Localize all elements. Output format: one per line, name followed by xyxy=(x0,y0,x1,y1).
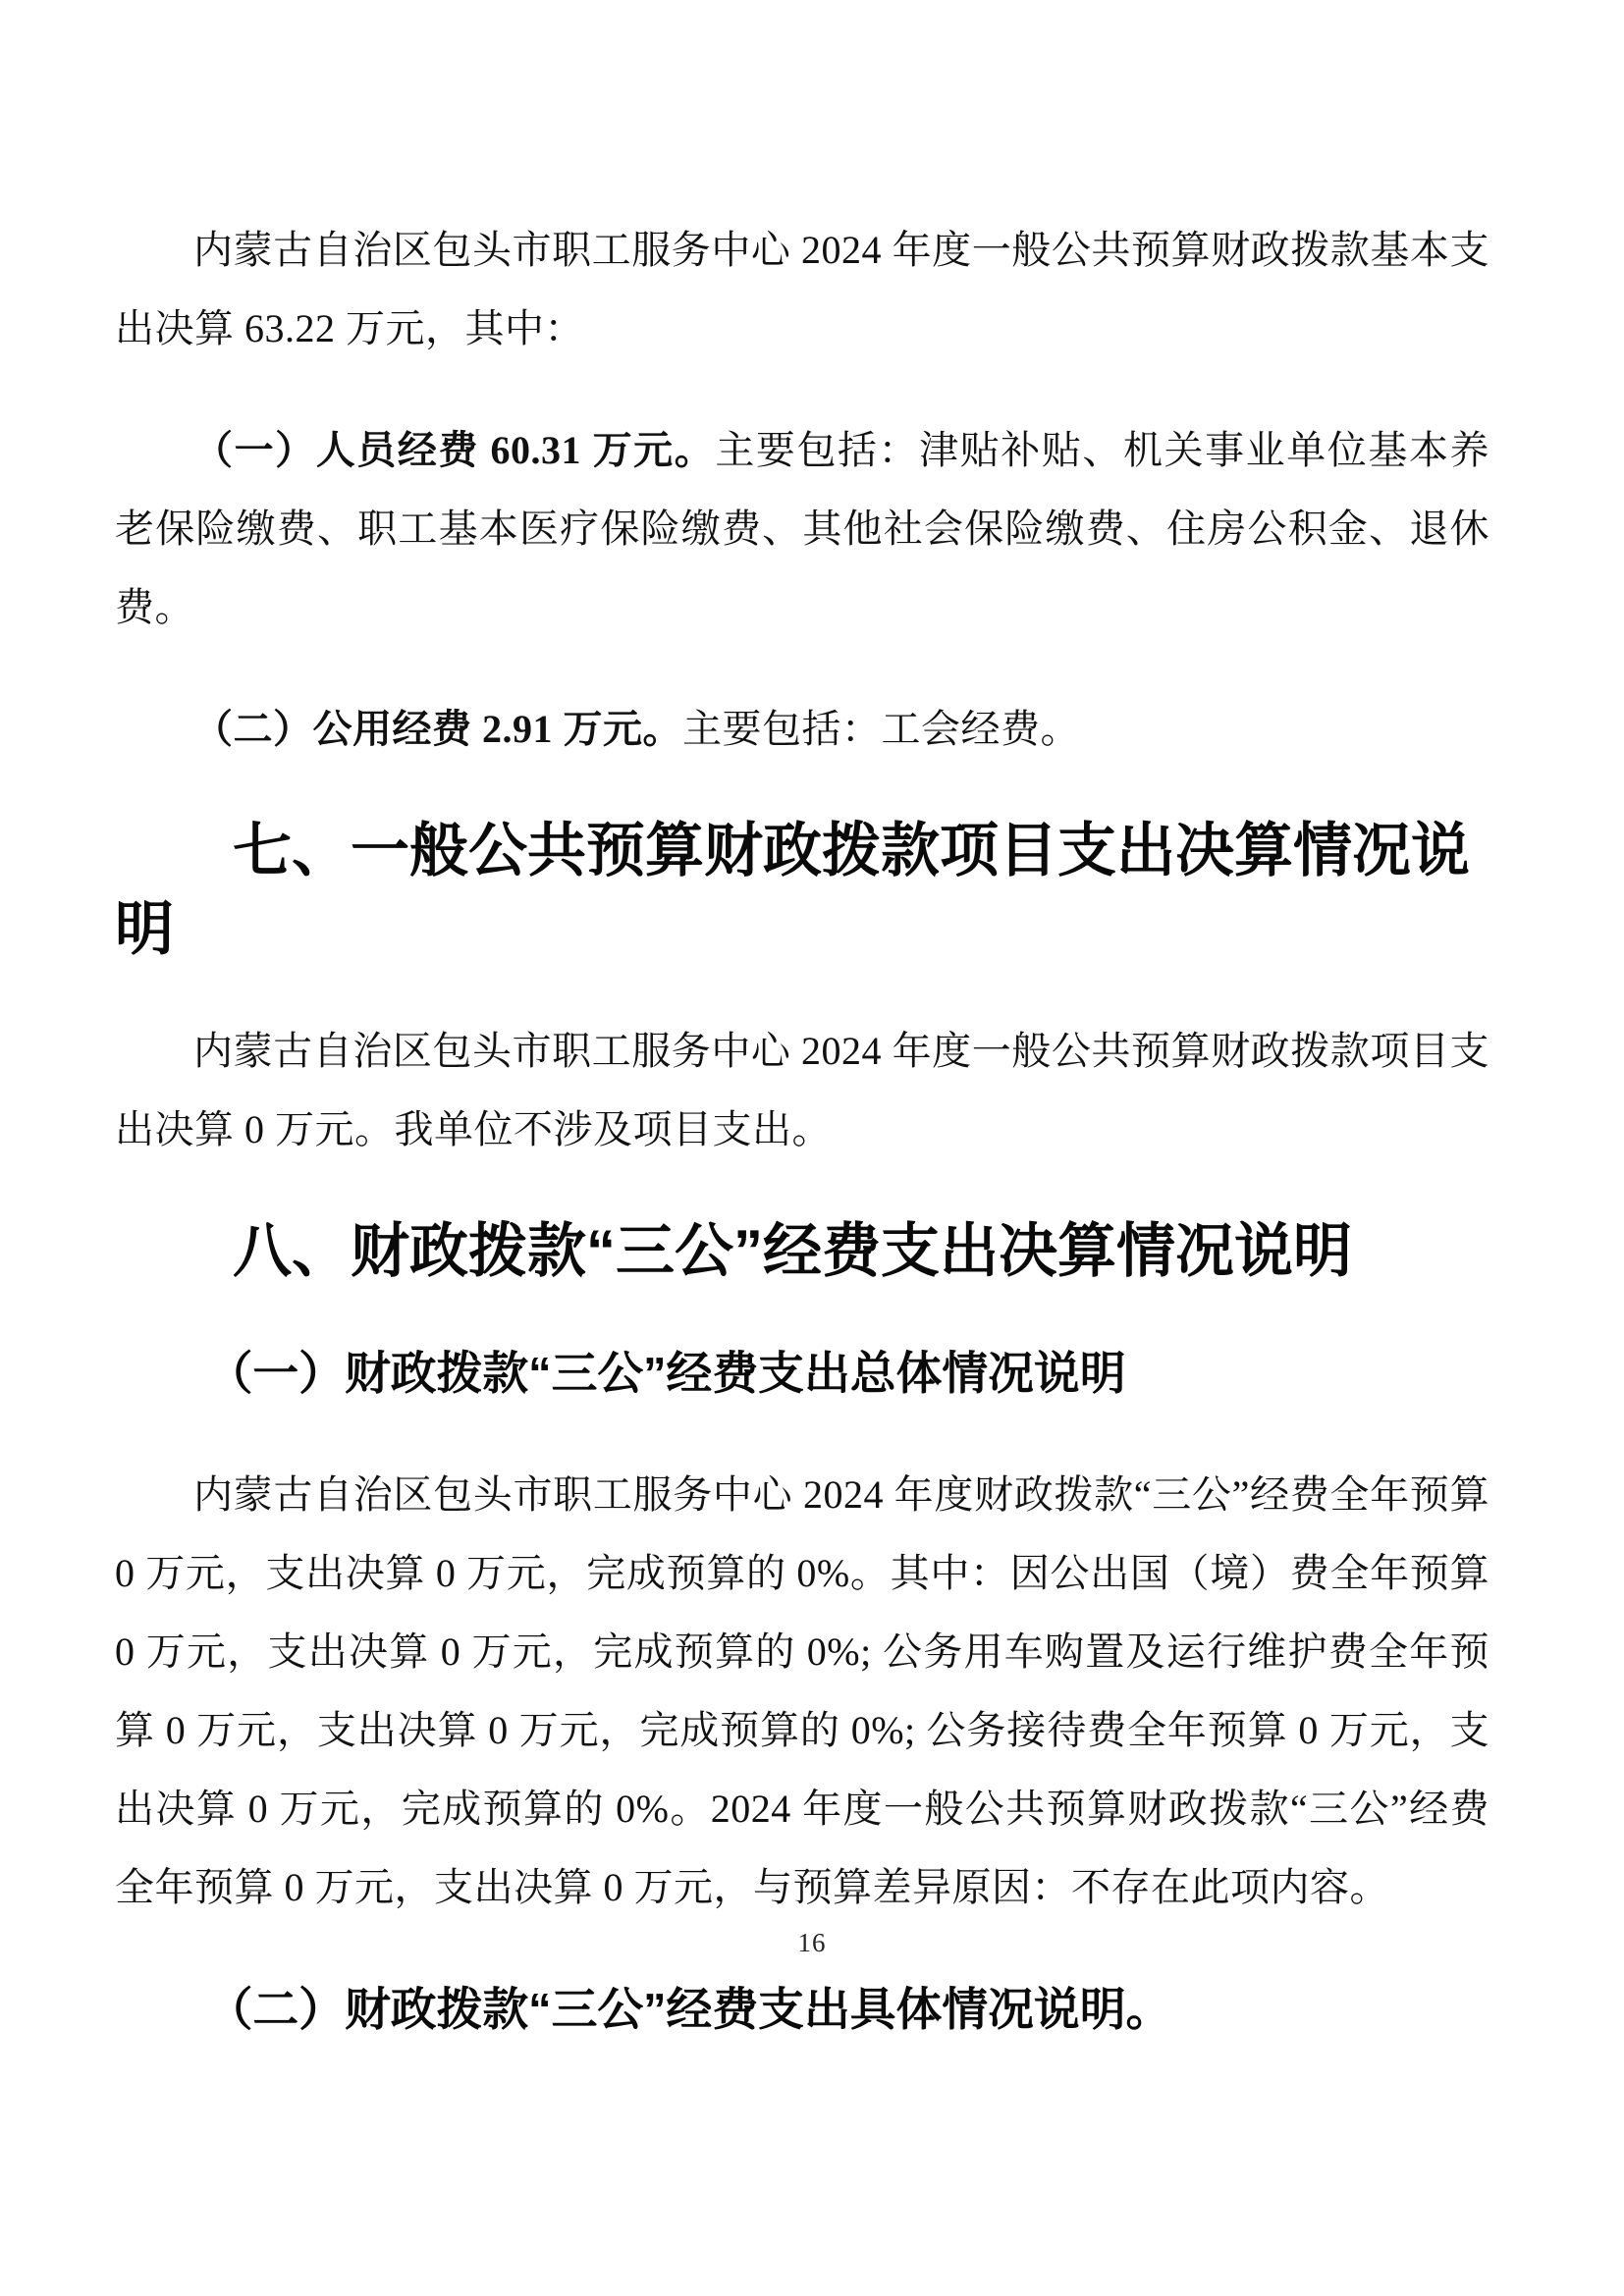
heading-section-eight: 八、财政拨款“三公”经费支出决算情况说明 xyxy=(233,1218,1352,1284)
paragraph-project-expenditure: 内蒙古自治区包头市职工服务中心 2024 年度一般公共预算财政拨款项目支出决算 0 万元。我单位不涉及项目支出。 xyxy=(115,1029,1489,1151)
paragraph-personnel-expense-lead: （一）人员经费 60.31 万元。 xyxy=(193,428,716,472)
paragraph-public-expense-body: 主要包括：工会经费。 xyxy=(682,707,1080,751)
paragraph-personnel-expense-body: 主要包括：津贴补贴、机关事业单位基本养老保险缴费、职工基本医疗保险缴费、其他社会保险缴费、住房公积金、退休费。 xyxy=(115,428,1490,629)
paragraph-public-expense xyxy=(115,690,1489,769)
paragraph-personnel-expense xyxy=(115,411,1489,647)
paragraph-three-public-funds: 内蒙古自治区包头市职工服务中心 2024 年度财政拨款“三公”经费全年预算 0 万元，支出决算 0 万元，完成预算的 0%。其中：因公出国（境）费全年预算 0 万元，支出决算 0 万元，完成预算的 0%; 公务用车购置及运行维护费全年预算 0 万元，支出决算 0 万元，完成预算的 0%; 公务接待费全年预算 0 万元，支出决算 0 万元，完成预算的 0%。2024 年度一般公共预算财政拨款“三公”经费全年预算 0 万元，支出决算 0 万元，与预算差异原因：不存在此项内容。 xyxy=(115,1472,1489,1909)
paragraph-basic-expenditure-total: 内蒙古自治区包头市职工服务中心 2024 年度一般公共预算财政拨款基本支出决算 63.22 万元，其中： xyxy=(115,228,1489,350)
paragraph-public-expense-lead: （二）公用经费 2.91 万元。 xyxy=(193,707,682,751)
heading-subsection-one-overview: （一）财政拨款“三公”经费支出总体情况说明 xyxy=(206,1348,1126,1399)
heading-section-seven: 七、一般公共预算财政拨款项目支出决算情况说明 xyxy=(115,818,1470,962)
heading-subsection-two-details: （二）财政拨款“三公”经费支出具体情况说明。 xyxy=(206,1984,1172,2035)
page-number: 16 xyxy=(797,1928,827,1957)
